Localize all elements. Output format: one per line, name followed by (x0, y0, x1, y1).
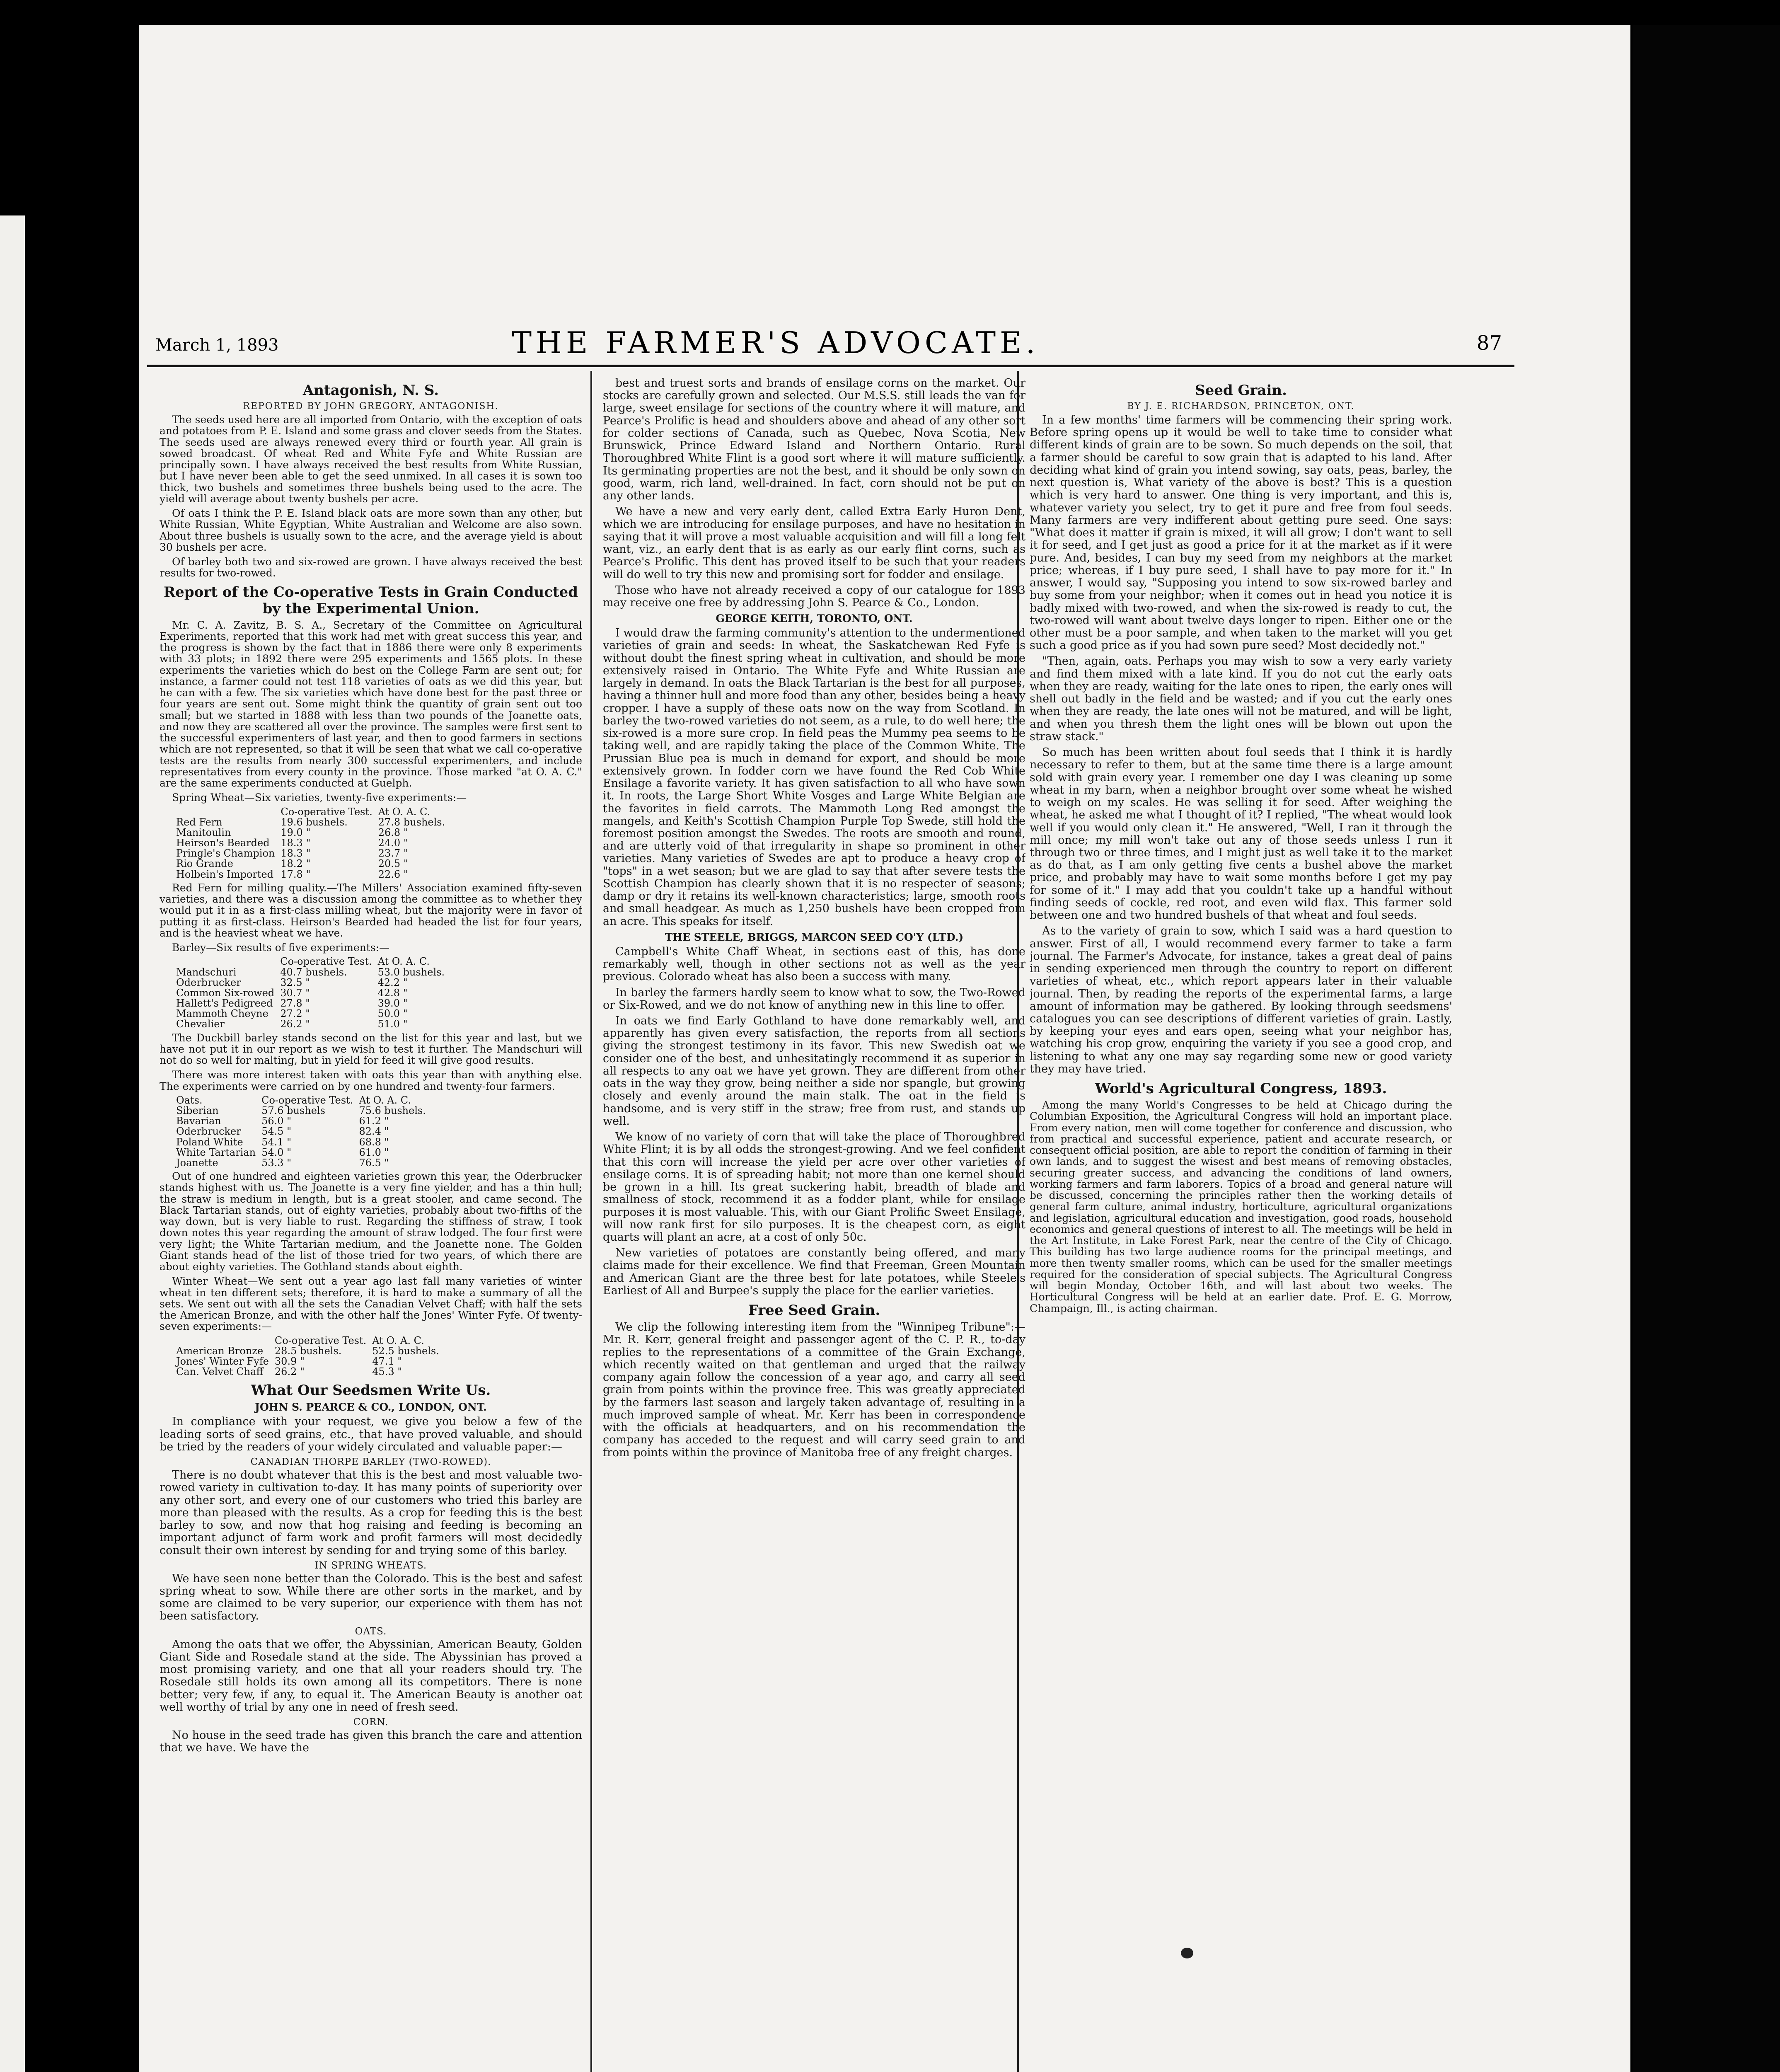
header-rule (147, 365, 1514, 367)
previous-page-edge (0, 215, 25, 2072)
ink-blot (1181, 1948, 1193, 1958)
paragraph: "Then, again, oats. Perhaps you may wish to sow a very early variety and find them mixed with a late kind. If you do not cut the early oats when they are ready, waiting for the late ones to ripen, the early ones will shell out badly in the field and be wasted; and if you cut the early ones when they are ready, the late ones will not be matured, and will be light, and when you thresh them the light ones will be blown out upon the straw stack." (1030, 655, 1452, 743)
table-caption: Barley—Six results of five experiments:— (172, 942, 390, 954)
dark-margin (1632, 25, 1780, 2072)
table-row: Common Six-rowed 30.7 " 42.8 " (176, 987, 408, 999)
paragraph: Winter Wheat—We sent out a year ago last fall many varieties of winter wheat in ten different sets; therefore, it is hard to make a summary of all the sets. We sent out with all the sets the Canadian Velvet Chaff; with half the sets the American Bronze, and with the other half the Jones' Winter Fyfe. Of twenty-seven experiments:— (160, 1275, 582, 1333)
section-subhead: CANADIAN THORPE BARLEY (TWO-ROWED). (250, 1457, 491, 1468)
column-2 (603, 377, 1025, 2072)
paragraph: The seeds used here are all imported from Ontario, with the exception of oats and potatoes from P. E. Island and some grass and clover seeds from the States. The seeds used are always renewed every third or fourth year. All grain is sowed broadcast. Of wheat Red and White Fyfe and White Russian are principally sown. I have always received the best results from White Russian, but I have never been able to get the seed unmixed. In all cases it is sown too thick, two bushels and sometimes three bushels being used to the acre. The yield will average about twenty bushels per acre. (160, 414, 582, 505)
article-title: Report of the Co-operative Tests in Grain Conducted by the Experimental Union. (163, 583, 578, 617)
column-3 (1030, 377, 1452, 2072)
article-byline: REPORTED BY JOHN GREGORY, ANTAGONISH. (243, 401, 499, 411)
spring-wheat-table (176, 807, 451, 880)
paragraph: Among the oats that we offer, the Abyssinian, American Beauty, Golden Giant Side and Rosedale stand at the side. The Abyssinian has proved a most promising variety, and one that all your readers should try. The Rosedale still holds its own among all its competitors. There is none better; very few, if any, to equal it. The American Beauty is another oat well worthy of trial by any one in need of fresh seed. (160, 1638, 582, 1714)
table-row: Oderbrucker 32.5 " 42.2 " (176, 976, 408, 988)
table-row: Poland White 54.1 " 68.8 " (176, 1136, 389, 1148)
page-header (155, 323, 1502, 365)
table-row: Holbein's Imported 17.8 " 22.6 " (176, 868, 408, 880)
paragraph: Red Fern for milling quality.—The Millers' Association examined fifty-seven varieties, and there was a discussion among the committee as to whether they would put it in as a first-class milling wheat, but the majority were in favor of putting it as first-class. Heirson's Bearded had headed the list for four years, and is the heaviest wheat we have. (160, 881, 582, 939)
table-row: Can. Velvet Chaff 26.2 " 45.3 " (176, 1366, 402, 1378)
table-row: Heirson's Bearded 18.3 " 24.0 " (176, 837, 408, 849)
table-row: Red Fern 19.6 bushels. 27.8 bushels. (176, 816, 445, 828)
section-subhead: CORN. (353, 1717, 389, 1728)
report-article (160, 584, 582, 1377)
paragraph: In barley the farmers hardly seem to know what to sow, the Two-Rowed or Six-Rowed, and we do not know of anything new in this line to offer. (603, 986, 1025, 1012)
table-row: Mammoth Cheyne 27.2 " 50.0 " (176, 1008, 408, 1020)
congress-article (1030, 1080, 1452, 1314)
paragraph: In compliance with your request, we give you below a few of the leading sorts of seed grains, etc., that have proved valuable, and should be tried by the readers of your widely circulated and valuable paper:— (160, 1415, 582, 1453)
paragraph: We have seen none better than the Colorado. This is the best and safest spring wheat to sow. While there are other sorts in the market, and by some are claimed to be very superior, our experience with them has not been satisfactory. (160, 1572, 582, 1623)
page-number: 87 (1476, 332, 1502, 355)
table-row: Joanette 53.3 " 76.5 " (176, 1157, 389, 1169)
paragraph: The Duckbill barley stands second on the list for this year and last, but we have not put it in our report as we wish to test it further. The Mandschuri will not do so well for malting, but in yield for feed it will give good results. (160, 1031, 582, 1067)
table-row: Hallett's Pedigreed 27.8 " 39.0 " (176, 997, 408, 1009)
table-row: Manitoulin 19.0 " 26.8 " (176, 826, 408, 838)
table-header-row: Co-operative Test. At O. A. C. (280, 956, 430, 968)
table-caption: Spring Wheat—Six varieties, twenty-five experiments:— (172, 792, 467, 804)
seed-company-signature: GEORGE KEITH, TORONTO, ONT. (716, 612, 913, 625)
seed-grain-article (1030, 382, 1452, 1075)
paragraph: Those who have not already received a copy of our catalogue for 1893 may receive one free by addressing John S. Pearce & Co., London. (603, 583, 1025, 609)
paragraph: As to the variety of grain to sow, which I said was a hard question to answer. First of all, I would recommend every farmer to take a farm journal. The Farmer's Advocate, for instance, takes a great deal of pains in sending experienced men through the country to report on different varieties of wheat, etc., which report appears later in their valuable journal. Then, by reading the reports of the experimental farms, a large amount of information may be gathered. By looking through seedsmens' catalogues you can see descriptions of different varieties of grain. Lastly, by keeping your eyes and ears open, seeing what your neighbor has, watching his crop grow, enquiring the variety if you see a good crop, and listening to what any one may say regarding some new or good variety they may have tried. (1030, 925, 1452, 1075)
section-subhead: OATS. (355, 1626, 387, 1637)
paragraph: best and truest sorts and brands of ensilage corns on the market. Our stocks are carefully grown and selected. Our M.S.S. still leads the van for large, sweet ensilage for sections of the country where it will mature, and Pearce's Prolific is head and shoulders above and ahead of any other sort for colder sections of Canada, such as Quebec, Nova Scotia, New Brunswick, Prince Edward Island and Northern Ontario. Rural Thoroughbred White Flint is a good sort where it will mature sufficiently. Its germinating properties are not the best, and it should be only sown on good, warm, rich land, well-drained. In fact, corn should not be put on any other lands. (603, 377, 1025, 503)
table-row: White Tartarian 54.0 " 61.0 " (176, 1146, 389, 1158)
table-row: Chevalier 26.2 " 51.0 " (176, 1018, 408, 1030)
paragraph: We have a new and very early dent, called Extra Early Huron Dent, which we are introducing for ensilage purposes, and have no hesitation in saying that it will prove a most valuable acquisition and will fill a long felt want, viz., an early dent that is as early as our early flint corns, such as Pearce's Prolific. This dent has proved itself to be such that your readers will do well to try this new and promising sort for fodder and ensilage. (603, 505, 1025, 581)
oats-table (176, 1095, 432, 1168)
article-byline: BY J. E. RICHARDSON, PRINCETON, ONT. (1127, 401, 1355, 411)
paragraph: New varieties of potatoes are constantly being offered, and many claims made for their excellence. We find that Freeman, Green Mountain and American Giant are the three best for late potatoes, while Steele's Earliest of All and Burpee's supply the place for the earlier varieties. (603, 1247, 1025, 1297)
paragraph: Among the many World's Congresses to be held at Chicago during the Columbian Exposition, the Agricultural Congress will hold an important place. From every nation, men will come together for conference and discussion, who from practical and successful experience, patient and accurate research, or consequent official position, are able to report the condition of farming in their own lands, and to suggest the wisest and best means of removing obstacles, securing greater success, and advancing the conditions of land owners, working farmers and farm laborers. Topics of a broad and general nature will be discussed, concerning the principles rather then the working details of general farm culture, animal industry, horticulture, agricultural organizations and legislation, agricultural education and investigation, good roads, household economics and general questions of interest to all. The meetings will be held in the Art Institute, in Lake Forest Park, near the centre of the City of Chicago. This building has two large audience rooms for the principal meetings, and more then twenty smaller rooms, which can be used for the smaller meetings required for the consideration of special subjects. The Agricultural Congress will begin Monday, October 16th, and will last about two weeks. The Horticultural Congress will be held at an earlier date. Prof. E. G. Morrow, Champaign, Ill., is acting chairman. (1030, 1099, 1452, 1314)
paragraph: There is no doubt whatever that this is the best and most valuable two-rowed variety in cultivation to-day. It has many points of superiority over any other sort, and every one of our customers who tried this barley are more than pleased with the results. As a crop for feeding this is the best barley to sow, and now that hog raising and feeding is becoming an important adjunct of farm work and profit farmers will most decidedly consult their own interest by sending for and trying some of this barley. (160, 1469, 582, 1557)
paragraph: Of barley both two and six-rowed are grown. I have always received the best results for two-rowed. (160, 556, 582, 579)
masthead-title: THE FARMER'S ADVOCATE. (512, 325, 1040, 360)
paragraph: Mr. C. A. Zavitz, B. S. A., Secretary of the Committee on Agricultural Experiments, reported that this work had met with great success this year, and the progress is shown by the fact that in 1886 there were only 8 experiments with 33 plots; in 1892 there were 295 experiments and 1565 plots. In these experiments the varieties which do best on the College Farm are sent out; for instance, a farmer could not test 118 varieties of oats as we did this year, but he can with a few. The six varieties which have done best for the past three or four years are sent out. Some might think the quantity of grain sent out too small; but we started in 1888 with less than two pounds of the Joanette oats, and now they are scattered all over the province. The samples were first sent to the successful experimenters of last year, and then to good farmers in sections which are not represented, so that it will be seen that what we call co-operative tests are the results from nearly 300 successful experimenters, and include representatives from every county in the province. Those marked "at O. A. C." are the same experiments conducted at Guelph. (160, 619, 582, 789)
newspaper-page (139, 25, 1630, 2072)
paragraph: We know of no variety of corn that will take the place of Thoroughbred White Flint; it is by all odds the strongest-growing. And we feel confident that this corn will increase the yield per acre over other varieties of ensilage corns. It is of spreading habit; not more than one kernel should be grown in a hill. Its great suckering habit, breadth of blade and smallness of stock, recommend it as a fodder plant, while for ensilage purposes it is most valuable. This, with our Giant Prolific Sweet Ensilage, will now rank first for silo purposes. It is the cheapest corn, as eight quarts will plant an acre, at a cost of only 50c. (603, 1130, 1025, 1244)
paragraph: So much has been written about foul seeds that I think it is hardly necessary to refer to them, but at the same time there is a large amount sold with grain every year. I remember one day I was cleaning up some wheat in my barn, when a neighbor brought over some wheat he wished to weigh on my scales. He was selling it for seed. After weighing the wheat, he asked me what I thought of it? I replied, "The wheat would look well if you would only clean it." He answered, "Well, I ran it through the mill once; my mill won't take out any of those seeds unless I run it through two or three times, and I might just as well take it to the market as do that, as I am only getting five cents a bushel above the market price, and probably may have to wait some months before I get my pay for some of it." I may add that you couldn't take up a handful without finding seeds of cockle, red root, and even wild flax. This farmer sold between one and two hundred bushels of that wheat and foul seeds. (1030, 746, 1452, 922)
paragraph: I would draw the farming community's attention to the undermentioned varieties of grain and seeds: In wheat, the Saskatchewan Red Fyfe is without doubt the finest spring wheat in cultivation, and should be more extensively raised in Ontario. The White Fyfe and White Russian are largely in demand. In oats the Black Tartarian is the best for all purposes, having a thinner hull and more food than any other, besides being a heavy cropper. I have a supply of these oats now on the way from Scotland. In barley the two-rowed varieties do not seem, as a rule, to do well here; the six-rowed is a more sure crop. In field peas the Mummy pea seems to be taking well, and are rapidly taking the place of the Common White. The Prussian Blue pea is much in demand for export, and should be more extensively grown. In fodder corn we have found the Red Cob White Ensilage a favorite variety. It has given satisfaction to all who have sown it. In roots, the Large Short White Vosges and Large White Belgian are the favorites in field carrots. The Mammoth Long Red amongst the mangels, and Keith's Scottish Champion Purple Top Swede, still hold the foremost position amongst the Swedes. The roots are smooth and round, and are utterly void of that irregularity in shape so prominent in other varieties. Many varieties of Swedes are apt to produce a heavy crop of "tops" in a wet season; but we are glad to say that after severe tests the Scottish Champion has clearly shown that it is no respecter of seasons; damp or dry it retains its well-known characteristics; large, smooth roots and small headgear. As much as 1,250 bushels have been cropped from an acre. This speaks for itself. (603, 627, 1025, 928)
paragraph: In oats we find Early Gothland to have done remarkably well, and apparently has given every satisfaction, the reports from all sections giving the strongest testimony in its favor. This new Swedish oat we consider one of the best, and unhesitatingly recommend it as superior in all respects to any oat we have yet grown. They are different from other oats in the way they grow, being neither a side nor spangle, but growing closely and evenly around the main stalk. The oat in the field is handsome, and is very stiff in the straw; free from rust, and stands up well. (603, 1014, 1025, 1128)
table-row: Bavarian 56.0 " 61.2 " (176, 1115, 389, 1127)
table-header-row: Co-operative Test. At O. A. C. (274, 1334, 424, 1346)
paragraph: We clip the following interesting item from the "Winnipeg Tribune":—Mr. R. Kerr, general freight and passenger agent of the C. P. R., to-day replies to the representations of a committee of the Grain Exchange, which recently waited on that gentleman and urged that the railway company again follow the concession of a year ago, and carry all seed grain from points within the province free. This was greatly appreciated by the farmers last season and largely taken advantage of, resulting in a much improved sample of wheat. Mr. Kerr has been in correspondence with the officials at headquarters, and on his recommendation the company has acceded to the request and will carry seed grain to and from points within the province of Manitoba free of any freight charges. (603, 1321, 1025, 1459)
table-row: Jones' Winter Fyfe 30.9 " 47.1 " (176, 1356, 402, 1368)
paragraph: Campbell's White Chaff Wheat, in sections east of this, has done remarkably well, though in other sections not as well as the year previous. Colorado wheat has also been a success with many. (603, 945, 1025, 983)
issue-date: March 1, 1893 (155, 336, 279, 355)
table-row: Rio Grande 18.2 " 20.5 " (176, 858, 408, 870)
table-row: Siberian 57.6 bushels 75.6 bushels. (176, 1105, 426, 1117)
seed-company-signature: JOHN S. PEARCE & CO., LONDON, ONT. (255, 1401, 487, 1414)
article-title: Free Seed Grain. (748, 1302, 880, 1319)
table-header-row: Co-operative Test. At O. A. C. (281, 806, 430, 818)
paragraph: Out of one hundred and eighteen varieties grown this year, the Oderbrucker stands highest with us. The Joanette is a very fine yielder, and has a thin hull; the straw is medium in length, but is a great stooler, and came second. The Black Tartarian stands, out of eighty varieties, probably about two-fifths of the way down, but is very liable to rust. Regarding the stiffness of straw, I took down notes this year regarding the amount of straw lodged. The four first were very light; the White Tartarian medium, and the Joanette none. The Golden Giant stands head of the list of those tried for two years, of which there are about eighty varieties. The Gothland stands about eighth. (160, 1170, 582, 1273)
table-row: Pringle's Champion 18.3 " 23.7 " (176, 847, 408, 859)
free-seed-article (603, 1302, 1025, 1459)
table-row: Mandschuri 40.7 bushels. 53.0 bushels. (176, 966, 445, 978)
table-header-row: Oats. Co-operative Test. At O. A. C. (176, 1094, 411, 1106)
paragraph: No house in the seed trade has given this branch the care and attention that we have. We have the (160, 1729, 582, 1755)
paragraph: There was more interest taken with oats this year than with anything else. The experiments were carried on by one hundred and twenty-four farmers. (160, 1069, 582, 1092)
article-title: Seed Grain. (1195, 382, 1287, 399)
winter-wheat-table (176, 1336, 445, 1377)
barley-table (176, 956, 450, 1029)
paragraph: Of oats I think the P. E. Island black oats are more sown than any other, but White Russian, White Egyptian, White Australian and Welcome are also sown. About three bushels is usually sown to the acre, and the average yield is about 30 bushels per acre. (160, 507, 582, 553)
article-title: World's Agricultural Congress, 1893. (1095, 1080, 1387, 1097)
article-title: Antagonish, N. S. (302, 382, 439, 399)
column-1 (160, 377, 582, 2072)
table-row: American Bronze 28.5 bushels. 52.5 bushels. (176, 1345, 439, 1357)
column-rule-1 (590, 371, 592, 2072)
section-subhead: IN SPRING WHEATS. (314, 1560, 427, 1571)
table-row: Oderbrucker 54.5 " 82.4 " (176, 1126, 389, 1138)
paragraph: In a few months' time farmers will be commencing their spring work. Before spring opens up it would be well to take time to consider what different kinds of grain are to be sown. So much depends on the soil, that a farmer should be careful to sow grain that is adapted to his land. After deciding what kind of grain you intend sowing, say oats, peas, barley, the next question is, What variety of the above is best? This is a question which is very hard to answer. One thing is very important, and this is, whatever variety you select, try to get it pure and free from foul seeds. Many farmers are very indifferent about getting pure seed. One says: "What does it matter if grain is mixed, it will all grow; I don't want to sell it for seed, and I get just as good a price for it at the market as if it were pure. And, besides, I can buy my seed from my neighbors at the market price; whereas, if I buy pure seed, I shall have to pay more for it." In answer, I would say, "Supposing you intend to sow six-rowed barley and buy some from your neighbor; when it comes out in head you notice it is badly mixed with two-rowed, and when the six-rowed is ready to cut, the two-rowed will want about twelve days longer to ripen. Either one or the other must be a poor sample, and when taken to the market will you get such a good price as if you had sown pure seed? Most decidedly not." (1030, 414, 1452, 652)
seedsmen-article (160, 1382, 582, 1754)
article-title: What Our Seedsmen Write Us. (251, 1382, 491, 1399)
seed-company-signature: THE STEELE, BRIGGS, MARCON SEED CO'Y (LTD.) (665, 931, 964, 943)
antigonish-article (160, 382, 582, 579)
